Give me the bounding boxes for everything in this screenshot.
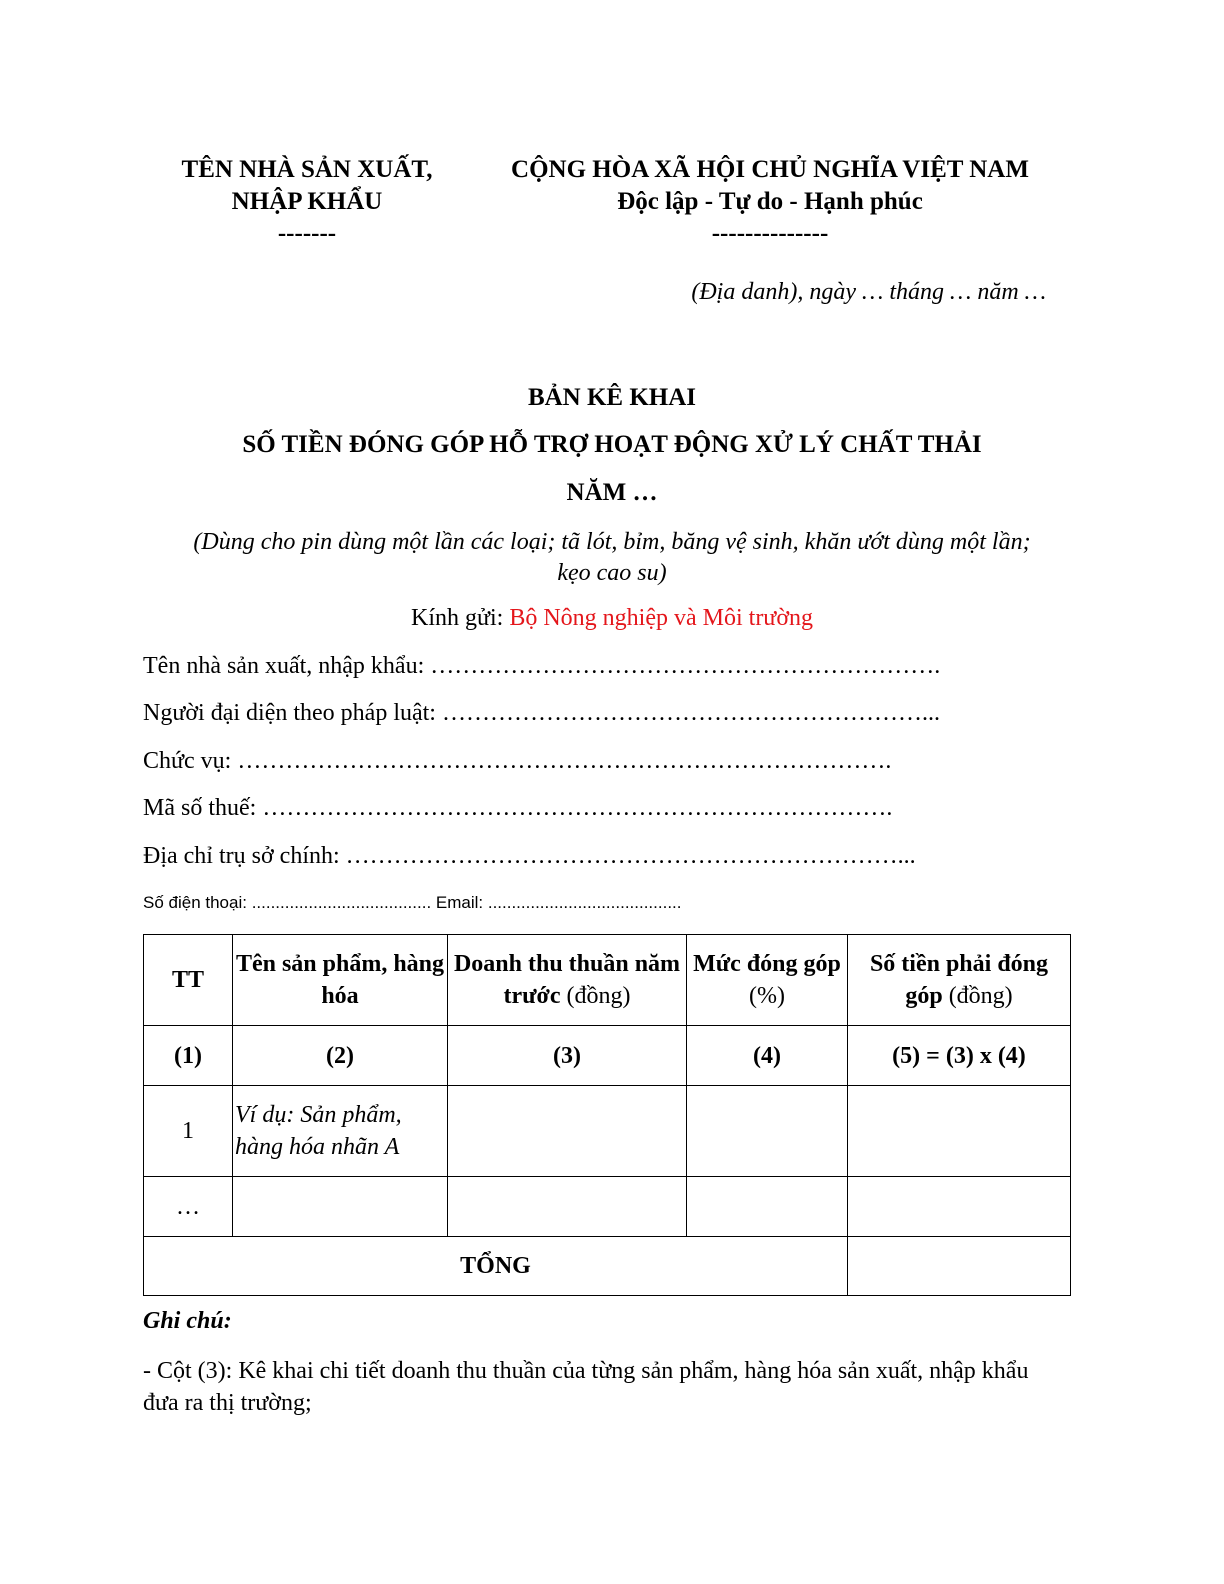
- document-title: BẢN KÊ KHAI: [527, 384, 697, 411]
- table-row: [144, 1086, 1071, 1177]
- producer-header-dashes: -------: [277, 220, 337, 247]
- producer-header-line1: TÊN NHÀ SẢN XUẤT,: [181, 156, 433, 183]
- usage-note: [100, 527, 1124, 589]
- contribution-rate-cell[interactable]: [687, 1086, 848, 1177]
- recipient-value: Bộ Nông nghiệp và Môi trường: [509, 605, 814, 631]
- table-row: [144, 1177, 1071, 1237]
- note-item: - Cột (3): Kê khai chi tiết doanh thu thuần của từng sản phẩm, hàng hóa sản xuất, nhập khẩu đưa ra thị trường;: [143, 1358, 1029, 1416]
- total-amount-cell[interactable]: [848, 1237, 1071, 1296]
- column-number: (5) = (3) x (4): [848, 1026, 1071, 1086]
- usage-note-line2: kẹo cao su): [557, 560, 667, 586]
- producer-header-line2: NHẬP KHẨU: [231, 188, 383, 215]
- document-subject: SỐ TIỀN ĐÓNG GÓP HỖ TRỢ HOẠT ĐỘNG XỬ LÝ CHẤT THẢI: [242, 431, 982, 458]
- contribution-rate-cell[interactable]: [687, 1177, 848, 1237]
- notes-heading: Ghi chú:: [143, 1308, 232, 1334]
- declaration-table: [143, 934, 1071, 1296]
- contact-line[interactable]: Số điện thoại: ...................................... Email: .........................................: [143, 893, 682, 912]
- total-row: [144, 1237, 1071, 1296]
- total-label: TỔNG: [144, 1237, 848, 1296]
- table-header-row: [144, 935, 1071, 1026]
- motto-dashes: --------------: [711, 220, 829, 247]
- column-number: (4): [687, 1026, 848, 1086]
- column-number-row: [144, 1026, 1071, 1086]
- recipient-line: [0, 605, 1224, 632]
- legal-representative-field[interactable]: Người đại diện theo pháp luật: ……………………………………………………...: [143, 700, 940, 726]
- head-office-address-field[interactable]: Địa chỉ trụ sở chính: ……………………………………………………………...: [143, 843, 916, 869]
- header-net-revenue: Doanh thu thuần năm trước (đồng): [448, 935, 687, 1026]
- contribution-amount-cell[interactable]: [848, 1086, 1071, 1177]
- header-contribution-amount: Số tiền phải đóng góp (đồng): [848, 935, 1071, 1026]
- usage-note-line1: (Dùng cho pin dùng một lần các loại; tã lót, bỉm, băng vệ sinh, khăn ướt dùng một lần;: [193, 529, 1031, 555]
- country-name: CỘNG HÒA XÃ HỘI CHỦ NGHĨA VIỆT NAM: [511, 156, 1029, 183]
- header-product-name: Tên sản phẩm, hàng hóa: [233, 935, 448, 1026]
- document-year: NĂM …: [566, 479, 658, 506]
- motto: Độc lập - Tự do - Hạnh phúc: [617, 188, 923, 215]
- producer-name-field[interactable]: Tên nhà sản xuất, nhập khẩu: ……………………………………………………….: [143, 653, 941, 679]
- header-tt: TT: [144, 935, 233, 1026]
- column-number: (1): [144, 1026, 233, 1086]
- recipient-label: Kính gửi:: [410, 605, 510, 631]
- net-revenue-cell[interactable]: [448, 1086, 687, 1177]
- column-number: (3): [448, 1026, 687, 1086]
- tax-code-field[interactable]: Mã số thuế: …………………………………………………………………….: [143, 795, 893, 821]
- product-name-cell[interactable]: Ví dụ: Sản phẩm, hàng hóa nhãn A: [233, 1086, 448, 1177]
- header-contribution-rate: Mức đóng góp (%): [687, 935, 848, 1026]
- date-line: (Địa danh), ngày … tháng … năm …: [691, 279, 1046, 305]
- row-index: 1: [144, 1086, 233, 1177]
- producer-header: [150, 154, 464, 250]
- row-index: …: [144, 1177, 233, 1237]
- national-motto-header: [480, 154, 1060, 250]
- column-number: (2): [233, 1026, 448, 1086]
- product-name-cell[interactable]: [233, 1177, 448, 1237]
- contribution-amount-cell[interactable]: [848, 1177, 1071, 1237]
- net-revenue-cell[interactable]: [448, 1177, 687, 1237]
- position-field[interactable]: Chức vụ: ……………………………………………………………………….: [143, 748, 892, 774]
